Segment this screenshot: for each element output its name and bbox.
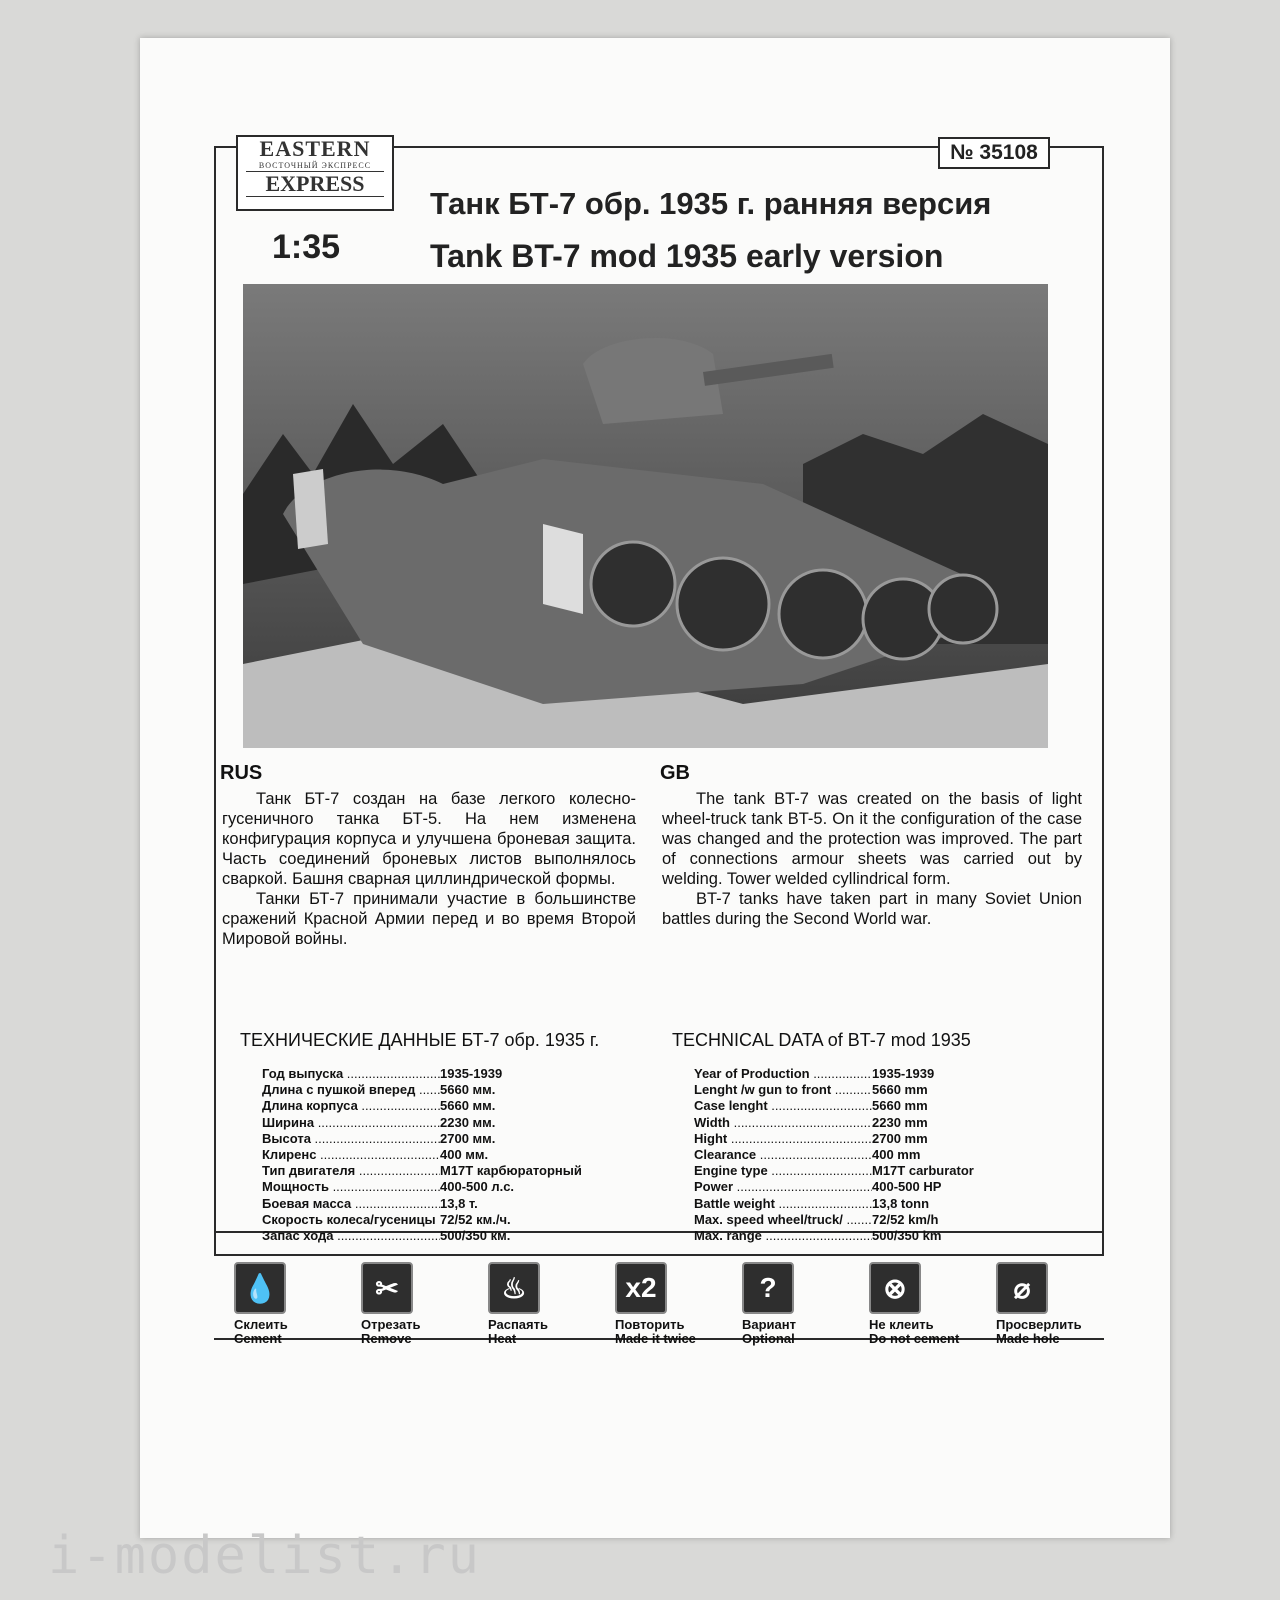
tech-value: 2230 mm [872, 1114, 928, 1130]
tech-row [262, 1066, 582, 1082]
legend-item [214, 1262, 341, 1346]
knife-icon: ✂ [361, 1262, 413, 1314]
tech-row [262, 1098, 582, 1114]
tech-row [694, 1212, 974, 1228]
tech-value: 400-500 л.с. [440, 1179, 515, 1195]
paragraph: Танк БТ-7 создан на базе легкого колесно-гусеничного танка БТ-5. На нем изменена конфигурация корпуса и улучшена броневая защита. Часть соединений броневых листов выполнялось сваркой. Башня сварная циллиндрической формы. [222, 790, 636, 888]
tech-row [262, 1115, 582, 1131]
watermark: i-modelist.ru [48, 1526, 481, 1586]
description-english [662, 789, 1082, 929]
tech-row [262, 1212, 582, 1228]
tech-value: M17T carburator [872, 1163, 974, 1179]
tech-row [262, 1147, 582, 1163]
tech-row [694, 1147, 974, 1163]
section-heading-rus: RUS [220, 762, 263, 784]
tech-key: Запас хода ..... [262, 1228, 440, 1244]
tech-value: 72/52 km/h [872, 1211, 939, 1227]
legend-label-ru: Отрезать [361, 1317, 421, 1332]
tech-value: 5660 мм. [440, 1082, 496, 1098]
tech-row [694, 1179, 974, 1195]
tech-row [262, 1082, 582, 1098]
tech-key: Hight ..... [694, 1131, 872, 1147]
tech-key: Ширина ..... [262, 1115, 440, 1131]
tech-value: 400 mm [872, 1147, 921, 1163]
tech-row [262, 1163, 582, 1179]
tech-heading-russian: ТЕХНИЧЕСКИЕ ДАННЫЕ БТ-7 обр. 1935 г. [240, 1030, 600, 1050]
tech-key: Боевая масса ..... [262, 1196, 440, 1212]
legend-label-en: Optional [742, 1331, 795, 1346]
tech-value: 72/52 км./ч. [440, 1211, 511, 1227]
tech-value: 5660 mm [872, 1082, 928, 1098]
legend-label-ru: Не клеить [869, 1317, 934, 1332]
question-icon: ? [742, 1262, 794, 1314]
legend-item [468, 1262, 595, 1346]
tech-row [694, 1163, 974, 1179]
title-english: Tank BT-7 mod 1935 early version [430, 238, 944, 274]
description-russian [222, 789, 636, 949]
tech-row [262, 1179, 582, 1195]
tech-value: 5660 mm [872, 1098, 928, 1114]
tech-row [262, 1131, 582, 1147]
tech-key: Клиренс ..... [262, 1147, 440, 1163]
tech-value: 400 мм. [440, 1147, 489, 1163]
legend-label-en: Made it twice [615, 1331, 696, 1346]
tech-row [694, 1066, 974, 1082]
brand-logo [236, 135, 394, 211]
tech-key: Battle weight ..... [694, 1196, 872, 1212]
paragraph: BT-7 tanks have taken part in many Soviet Union battles during the Second World war. [662, 890, 1082, 928]
tech-row [694, 1196, 974, 1212]
tech-key: Width ..... [694, 1115, 872, 1131]
tech-row [694, 1098, 974, 1114]
tech-key: Case lenght ..... [694, 1098, 872, 1114]
tech-key: Год выпуска ..... [262, 1066, 440, 1082]
legend-label-ru: Склеить [234, 1317, 288, 1332]
tech-row [262, 1196, 582, 1212]
tech-key: Max. range ..... [694, 1228, 872, 1244]
paragraph: Танки БТ-7 принимали участие в большинстве сражений Красной Армии перед и во время Второй Мировой войны. [222, 890, 636, 948]
tech-row [694, 1228, 974, 1244]
tech-value: 2700 мм. [440, 1130, 496, 1146]
logo-text-middle: ВОСТОЧНЫЙ ЭКСПРЕСС [258, 161, 372, 170]
tech-key: Clearance ..... [694, 1147, 872, 1163]
scale-label: 1:35 [272, 228, 341, 266]
tech-table-english [694, 1066, 974, 1244]
tech-value: 1935-1939 [440, 1066, 503, 1081]
drill-icon: ⌀ [996, 1262, 1048, 1314]
legend-label-en: Made hole [996, 1331, 1060, 1346]
tech-heading-english: TECHNICAL DATA of BT-7 mod 1935 [672, 1030, 971, 1050]
tech-value: 13,8 tonn [872, 1195, 930, 1211]
tech-value: 400-500 HP [872, 1179, 942, 1195]
tech-key: Тип двигателя ..... [262, 1163, 440, 1179]
section-heading-gb: GB [660, 762, 690, 784]
symbol-legend [214, 1262, 1104, 1346]
legend-label-ru: Распаять [488, 1317, 548, 1332]
tech-key: Lenght /w gun to front ..... [694, 1082, 872, 1098]
logo-text-bottom: EXPRESS [246, 171, 384, 197]
legend-label-ru: Просверлить [996, 1317, 1082, 1332]
tech-row [694, 1082, 974, 1098]
tech-row [694, 1115, 974, 1131]
legend-label-en: Heat [488, 1331, 517, 1346]
legend-item [976, 1262, 1103, 1346]
tech-value: 13,8 т. [440, 1195, 478, 1211]
legend-label-en: Cement [234, 1331, 282, 1346]
title-russian: Танк БТ-7 обр. 1935 г. ранняя версия [430, 186, 992, 221]
no-cement-icon: ⊗ [869, 1262, 921, 1314]
tech-key: Max. speed wheel/truck/ ..... [694, 1212, 872, 1228]
tank-photo [243, 284, 1048, 748]
catalog-number: № 35108 [938, 137, 1050, 169]
paragraph: The tank BT-7 was created on the basis of light wheel-truck tank BT-5. On it the configuration of the case was changed and the protection was improved. The part of connections armour sheets was carried out by welding. Tower welded cyllindrical form. [662, 790, 1082, 888]
tech-value: 500/350 км. [440, 1228, 511, 1244]
tech-row [262, 1228, 582, 1244]
legend-item [341, 1262, 468, 1346]
tech-key: Длина корпуса ..... [262, 1098, 440, 1114]
legend-item [722, 1262, 849, 1346]
legend-label-ru: Вариант [742, 1317, 796, 1332]
tech-table-russian [262, 1066, 582, 1244]
tech-value: 1935-1939 [872, 1066, 935, 1081]
legend-label-en: Remove [361, 1331, 412, 1346]
legend-item [849, 1262, 976, 1346]
x2-icon: x2 [615, 1262, 667, 1314]
tech-row [694, 1131, 974, 1147]
tech-value: 2230 мм. [440, 1114, 496, 1130]
tech-key: Длина с пушкой вперед ..... [262, 1082, 440, 1098]
cement-drop-icon: 💧 [234, 1262, 286, 1314]
legend-label-en: Do not cement [869, 1331, 960, 1346]
heat-icon: ♨ [488, 1262, 540, 1314]
tech-key: Скорость колеса/гусеницы ..... [262, 1212, 440, 1228]
tech-value: 500/350 km [872, 1228, 942, 1244]
logo-text-top: EASTERN [259, 136, 371, 161]
tech-key: Мощность ..... [262, 1179, 440, 1195]
tech-key: Высота ..... [262, 1131, 440, 1147]
tech-key: Power ..... [694, 1179, 872, 1195]
tech-value: 2700 mm [872, 1130, 928, 1146]
tech-value: М17Т карбюраторный [440, 1163, 582, 1179]
legend-label-ru: Повторить [615, 1317, 685, 1332]
tank-illustration [243, 284, 1048, 748]
tech-key: Year of Production ..... [694, 1066, 872, 1082]
tech-key: Engine type ..... [694, 1163, 872, 1179]
tech-value: 5660 мм. [440, 1098, 496, 1114]
legend-item [595, 1262, 722, 1346]
